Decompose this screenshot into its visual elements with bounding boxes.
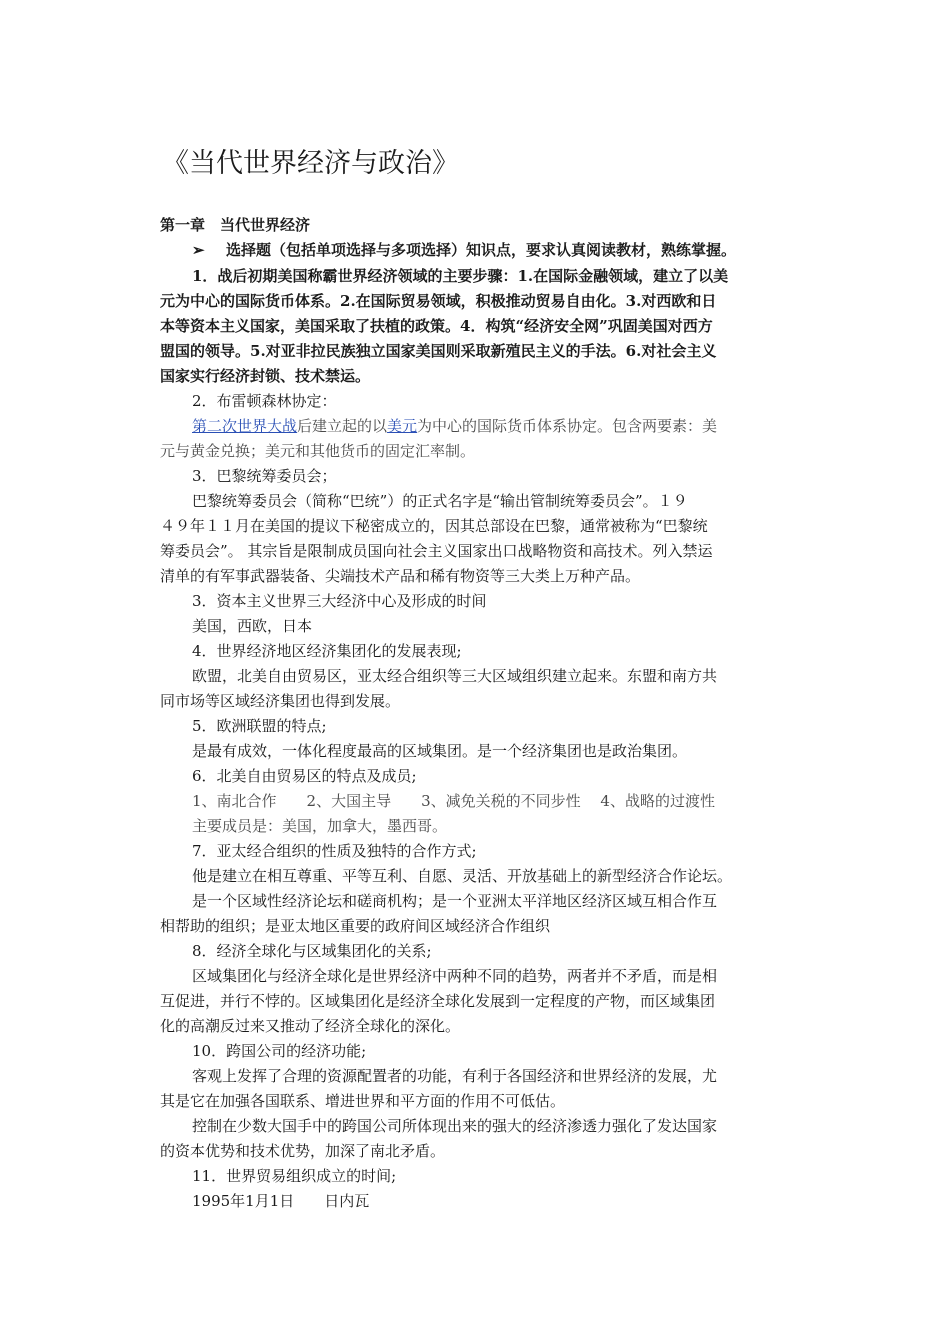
s10-line-1: 客观上发挥了合理的资源配置者的功能，有利于各国经济和世界经济的发展，尤 xyxy=(192,1067,718,1085)
arrow-bullet-icon: ➢ xyxy=(192,241,205,259)
s8-line-1: 区域集团化与经济全球化是世界经济中两种不同的趋势，两者并不矛盾，而是相 xyxy=(192,967,718,985)
s10-line-2: 其是它在加强各国联系、增进世界和平方面的作用不可低估。 xyxy=(160,1092,566,1110)
s10-line-3: 控制在少数大国手中的跨国公司所体现出来的强大的经济渗透力强化了发达国家 xyxy=(192,1117,718,1135)
s4-line-1: 欧盟，北美自由贸易区，亚太经合组织等三大区域组织建立起来。东盟和南方共 xyxy=(192,667,718,685)
s7-line-1: 他是建立在相互尊重、平等互利、自愿、灵活、开放基础上的新型经济合作论坛。 xyxy=(192,867,733,885)
s1-line-5: 国家实行经济封锁、技术禁运。 xyxy=(160,367,371,385)
s3b-heading: 3．资本主义世界三大经济中心及形成的时间 xyxy=(192,592,487,610)
s8-line-3: 化的高潮反过来又推动了经济全球化的深化。 xyxy=(160,1017,461,1035)
s11-heading: 11．世界贸易组织成立的时间; xyxy=(192,1167,397,1185)
s4-line-2: 同市场等区域经济集团也得到发展。 xyxy=(160,692,401,710)
s7-line-3: 相帮助的组织；是亚太地区重要的政府间区域经济合作组织 xyxy=(160,917,551,935)
usd-link[interactable]: 美元 xyxy=(387,417,418,435)
s2-line-1 xyxy=(192,414,717,439)
s3-line-4: 清单的有军事武器装备、尖端技术产品和稀有物资等三大类上万种产品。 xyxy=(160,567,641,585)
s3-line-2: ４９年１１月在美国的提议下秘密成立的，因其总部设在巴黎，通常被称为“巴黎统 xyxy=(160,517,708,535)
wwii-link[interactable]: 第二次世界大战 xyxy=(192,417,298,435)
s6-line-2: 主要成员是：美国，加拿大，墨西哥。 xyxy=(192,817,448,835)
s2-line-2: 元与黄金兑换；美元和其他货币的固定汇率制。 xyxy=(160,442,476,460)
s11-answer: 1995年1月1日 日内瓦 xyxy=(192,1192,370,1210)
s2-heading: 2．布雷顿森林协定： xyxy=(192,392,337,410)
s3-line-3: 筹委员会”。 其宗旨是限制成员国向社会主义国家出口战略物资和高技术。列入禁运 xyxy=(160,542,713,560)
s8-line-2: 互促进，并行不悖的。区域集团化是经济全球化发展到一定程度的产物，而区域集团 xyxy=(160,992,716,1010)
s2-text-b: 为中心的国际货币体系协定。包含两要素：美 xyxy=(417,417,718,435)
s8-heading: 8．经济全球化与区域集团化的关系; xyxy=(192,942,432,960)
s5-line-1: 是最有成效，一体化程度最高的区域集团。是一个经济集团也是政治集团。 xyxy=(192,742,688,760)
s10-heading: 10．跨国公司的经济功能; xyxy=(192,1042,367,1060)
page-title: 《当代世界经济与政治》 xyxy=(162,148,459,179)
s2-text-a: 后建立起的以 xyxy=(297,417,388,435)
s7-line-2: 是一个区域性经济论坛和磋商机构；是一个亚洲太平洋地区经济区域互相合作互 xyxy=(192,892,718,910)
s1-line-2: 元为中心的国际货币体系。2.在国际贸易领域，积极推动贸易自由化。3.对西欧和日 xyxy=(160,292,717,310)
s6-line-1: 1、南北合作 2、大国主导 3、减免关税的不同步性 4、战略的过渡性 xyxy=(192,792,715,810)
s10-line-4: 的资本优势和技术优势，加深了南北矛盾。 xyxy=(160,1142,446,1160)
s3b-answer: 美国，西欧，日本 xyxy=(192,617,313,635)
s5-heading: 5．欧洲联盟的特点; xyxy=(192,717,327,735)
s1-line-3: 本等资本主义国家，美国采取了扶植的政策。4．构筑“经济安全网”巩固美国对西方 xyxy=(160,317,713,335)
s3-line-1: 巴黎统筹委员会（简称“巴统”）的正式名字是“输出管制统筹委员会”。１９ xyxy=(192,492,688,510)
s3-heading: 3．巴黎统筹委员会； xyxy=(192,467,337,485)
s1-line-1: 1．战后初期美国称霸世界经济领域的主要步骤：1.在国际金融领域，建立了以美 xyxy=(192,267,729,285)
s7-heading: 7．亚太经合组织的性质及独特的合作方式; xyxy=(192,842,477,860)
bullet-note: 选择题（包括单项选择与多项选择）知识点，要求认真阅读教材，熟练掌握。 xyxy=(226,241,737,259)
s1-line-4: 盟国的领导。5.对亚非拉民族独立国家美国则采取新殖民主义的手法。6.对社会主义 xyxy=(160,342,717,360)
s4-heading: 4．世界经济地区经济集团化的发展表现; xyxy=(192,642,462,660)
chapter-heading: 第一章 当代世界经济 xyxy=(160,216,311,234)
s6-heading: 6．北美自由贸易区的特点及成员; xyxy=(192,767,417,785)
